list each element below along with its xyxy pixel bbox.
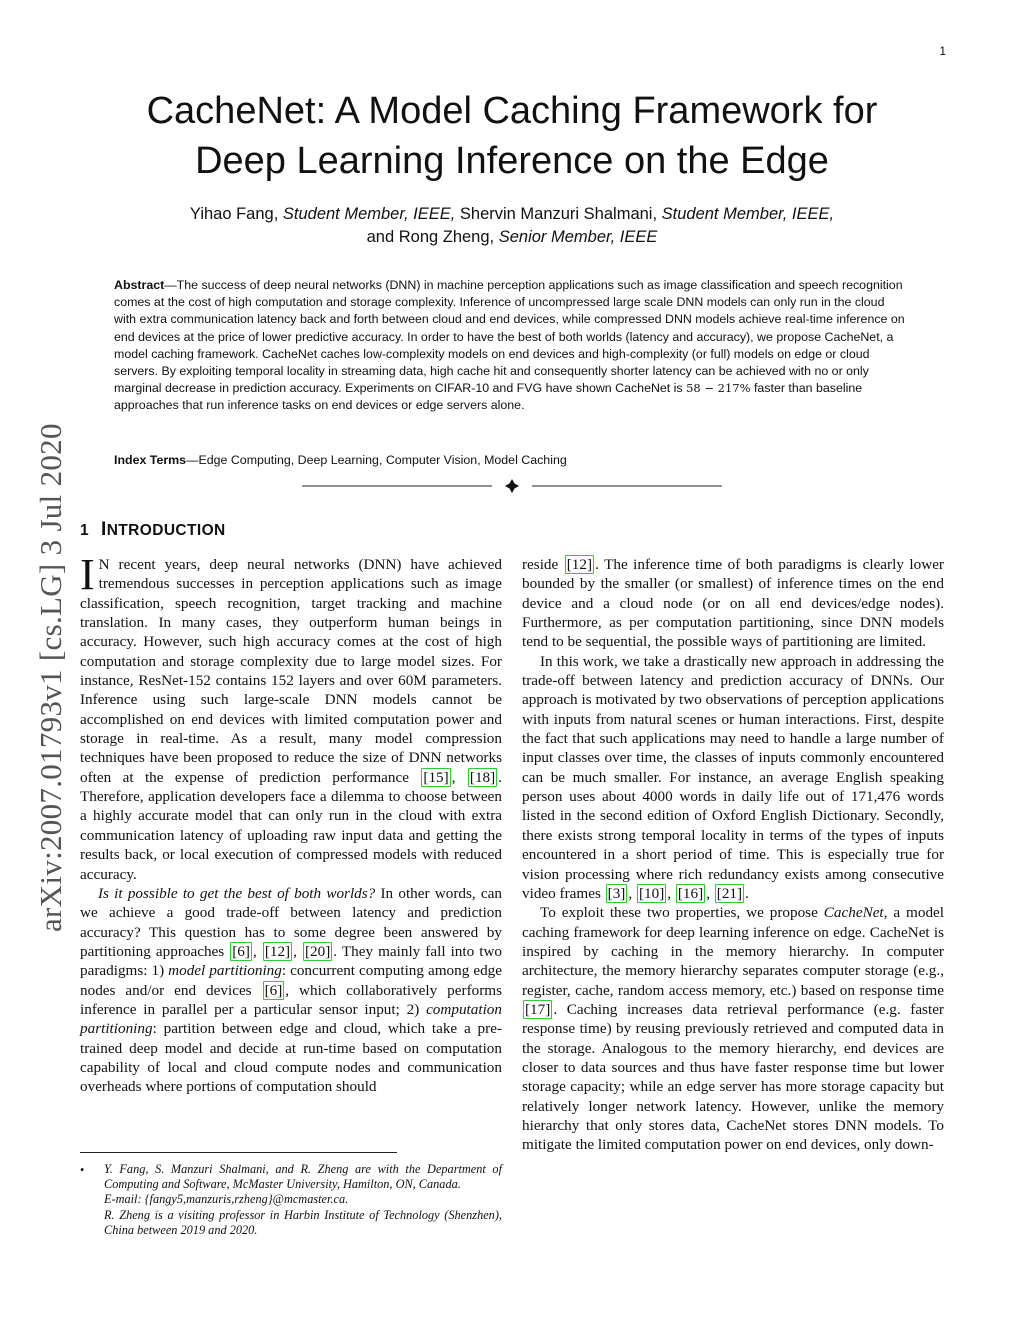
section-heading bbox=[80, 519, 226, 541]
citation-link[interactable]: [3] bbox=[607, 884, 626, 902]
drop-cap: I bbox=[80, 550, 95, 599]
author-name: and Rong Zheng, bbox=[366, 228, 499, 246]
paragraph-text: : partition between edge and cloud, which take a pre-trained deep model and decide at run-time based on computation capability of local and cloud compute nodes and communication overheads where portions of computation should bbox=[80, 1020, 502, 1096]
small-caps-text: N bbox=[98, 556, 110, 573]
separator-text: , bbox=[667, 884, 675, 902]
footnote bbox=[80, 1162, 502, 1238]
paragraph-text: In this work, we take a drastically new approach in addressing the trade-off between latency and prediction accuracy of DNNs. Our approach is motivated by two observations of perception applications with inputs from natural scenes or human interactions. First, despite the fact that such applications may need to handle a large number of input classes over time, the classes of inputs commonly encountered can be much smaller. For instance, an average English speaking person uses about 4000 words in daily life out of 171,476 words listed in the second edition of Oxford English Dictionary. Secondly, there exists strong temporal locality in terms of the types of inputs encountered in a short period of time. This is especially true for vision processing where rich redundancy exists among consecutive video frames bbox=[522, 652, 944, 902]
body-column-right bbox=[522, 555, 944, 1155]
paragraph bbox=[80, 884, 502, 1097]
diamond-ornament-icon bbox=[505, 479, 519, 493]
paragraph-text: recent years, deep neural networks (DNN) have achieved tremendous successes in perception applications such as image classification, speech recognition, target tracking and machine translation. In many cases, they outperform human beings in accuracy. However, such high accuracy comes at the cost of high computation and storage complexity due to large model sizes. For instance, ResNet-152 contains 152 layers and over 60M parameters. Inference using such large-scale DNN models cannot be accomplished on end devices with limited computation power and storage in real-time. As a result, many model compression techniques have been proposed to reduce the size of DNN networks often at the expense of prediction performance bbox=[80, 556, 502, 786]
footnote-body bbox=[104, 1162, 502, 1238]
paragraph-text: reside bbox=[522, 556, 564, 573]
abstract-label: Abstract bbox=[114, 278, 165, 292]
paragraph bbox=[522, 555, 944, 652]
author-list bbox=[80, 203, 944, 249]
separator-text: , bbox=[293, 942, 302, 960]
citation-link[interactable]: [18] bbox=[469, 768, 496, 786]
author-line-1 bbox=[80, 203, 944, 226]
paragraph-text: . The inference time of both paradigms is clearly lower bounded by the smaller (or smallest) of inference times on the end device and a cloud node (or on all end devices/edge nodes). Furthermore, as per computation partitioning, since DNN models tend to be sequential, the possible ways of partitioning are limited. bbox=[522, 556, 944, 651]
section-title-rest: NTRODUCTION bbox=[106, 522, 226, 539]
separator-text: , bbox=[706, 884, 714, 902]
title-line-2: Deep Learning Inference on the Edge bbox=[195, 140, 829, 182]
footnote-visiting: R. Zheng is a visiting professor in Harbin Institute of Technology (Shenzhen), China between 2019 and 2020. bbox=[104, 1207, 502, 1237]
paragraph-text: To exploit these two properties, we propose bbox=[540, 904, 824, 922]
italic-term: computation partitioning bbox=[80, 1000, 502, 1038]
author-role: Student Member, IEEE, bbox=[661, 205, 835, 223]
footnote-affiliation: Y. Fang, S. Manzuri Shalmani, and R. Zheng are with the Department of Computing and Software, McMaster University, Hamilton, ON, Canada. bbox=[104, 1162, 502, 1192]
paragraph-text: , which collaboratively performs inference in parallel per a particular sensor input; 2) bbox=[80, 981, 502, 1018]
title-line-1: CacheNet: A Model Caching Framework for bbox=[146, 90, 878, 132]
abstract-math: 58 − 217% bbox=[686, 381, 751, 396]
paragraph-text: , a model caching framework for deep learning inference on edge. CacheNet is inspired by caching in the memory hierarchy. In computer architecture, the memory hierarchy separates computer storage (e.g., register, cache, random access memory, etc.) based on response time bbox=[522, 904, 945, 999]
paragraph bbox=[80, 550, 503, 884]
section-separator bbox=[300, 478, 724, 494]
separator-text: , bbox=[628, 884, 636, 902]
body-column-left bbox=[80, 550, 503, 1097]
citation-link[interactable]: [10] bbox=[638, 884, 665, 902]
italic-term: model partitioning bbox=[168, 962, 282, 980]
section-number: 1 bbox=[80, 522, 90, 539]
author-name: Shervin Manzuri Shalmani, bbox=[455, 205, 662, 223]
paragraph-text: In other words, can we achieve a good trade-off between latency and prediction accuracy? This question has to some degree been answered by partitioning approaches bbox=[80, 884, 502, 960]
author-line-2 bbox=[80, 226, 944, 249]
paragraph-text: . Therefore, application developers face a dilemma to choose between a highly accurate model that can only run in the cloud with extra communication latency of uploading raw input data and getting the results back, or local execution of compressed models with reduced accuracy. bbox=[80, 768, 503, 883]
citation-link[interactable]: [21] bbox=[716, 884, 743, 902]
index-terms-label: Index Terms bbox=[114, 453, 187, 467]
section-title-initial: I bbox=[101, 519, 107, 540]
bullet-icon: • bbox=[80, 1163, 85, 1177]
citation-link[interactable]: [6] bbox=[232, 942, 250, 960]
abstract bbox=[114, 277, 909, 415]
paragraph bbox=[522, 652, 944, 903]
citation-link[interactable]: [15] bbox=[423, 768, 449, 786]
author-role: Senior Member, IEEE bbox=[498, 228, 658, 246]
paragraph bbox=[522, 903, 944, 1154]
paragraph-text: . Caching increases data retrieval performance (e.g. faster response time) by reusing previously retrieved and computed data in the storage. Analogous to the memory hierarchy, end devices are closer to data sources and thus have faster response time but lower storage capacity; while an edge server has more storage capacity but relatively longer network latency. However, unlike the memory hierarchy that only stores data, CacheNet stores DNN models. To mitigate the limited computation power on end devices, only down- bbox=[522, 1000, 944, 1154]
separator-text: , bbox=[451, 768, 467, 786]
author-name: Yihao Fang, bbox=[189, 205, 283, 223]
author-role: Student Member, IEEE, bbox=[282, 205, 456, 223]
paragraph-text: . bbox=[745, 884, 749, 902]
italic-question: Is it possible to get the best of both worlds? bbox=[98, 884, 376, 902]
citation-link[interactable]: [16] bbox=[677, 884, 704, 902]
citation-link[interactable]: [6] bbox=[264, 981, 283, 999]
citation-link[interactable]: [17] bbox=[525, 1000, 551, 1018]
separator-text: , bbox=[252, 942, 262, 960]
paper-title bbox=[80, 86, 944, 186]
arxiv-identifier: arXiv:2007.01793v1 [cs.LG] 3 Jul 2020 bbox=[33, 423, 68, 932]
abstract-text: —The success of deep neural networks (DNN) in machine perception applications such as image classification and speech recognition comes at the cost of high computation and storage complexity. Inference of uncompressed large scale DNN models can only run in the cloud with extra communication latency back and forth between cloud and end devices, while compressed DNN models achieve real-time inference on end devices at the price of lower predictive accuracy. In order to have the best of both worlds (latency and accuracy), we propose CacheNet, a model caching framework. CacheNet caches low-complexity models on end devices and high-complexity (or full) models on edge or cloud servers. By exploiting temporal locality in streaming data, high cache hit and consequently shorter latency can be achieved with no or only marginal decrease in prediction accuracy. Experiments on CIFAR-10 and FVG have shown CacheNet is bbox=[114, 278, 905, 396]
citation-link[interactable]: [12] bbox=[264, 942, 291, 960]
paragraph-text: : concurrent computing among edge nodes and/or end devices bbox=[80, 962, 503, 999]
paragraph-text: . They mainly fall into two paradigms: 1) bbox=[80, 942, 503, 980]
abstract-text-end: faster than baseline approaches that run inference tasks on end devices or edge servers alone. bbox=[114, 381, 863, 413]
footnote-rule bbox=[80, 1152, 397, 1153]
page-number: 1 bbox=[939, 44, 946, 58]
footnote-email: E-mail: {fangy5,manzuris,rzheng}@mcmaster.ca. bbox=[104, 1192, 349, 1207]
index-terms-text: —Edge Computing, Deep Learning, Computer Vision, Model Caching bbox=[186, 453, 567, 467]
index-terms bbox=[114, 452, 909, 469]
citation-link[interactable]: [12] bbox=[566, 556, 593, 573]
citation-link[interactable]: [20] bbox=[304, 942, 331, 960]
italic-term: CacheNet bbox=[823, 904, 884, 922]
